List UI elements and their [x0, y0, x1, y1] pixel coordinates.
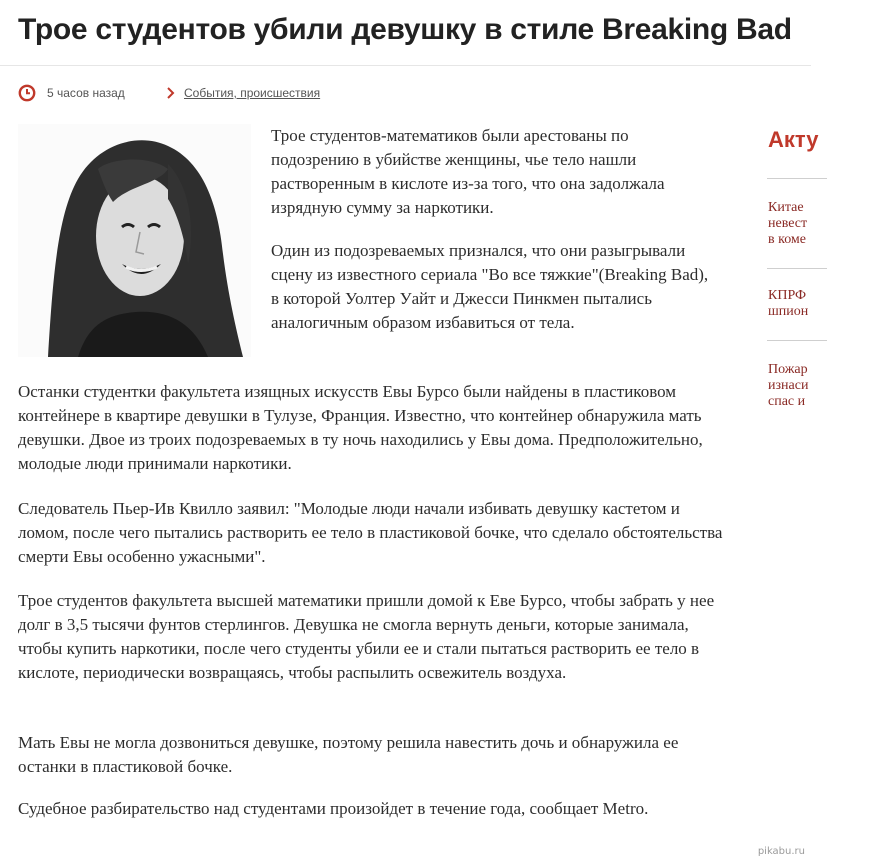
news-sidebar [767, 0, 819, 863]
sidebar-title: Акту [768, 127, 819, 152]
header-divider [0, 65, 811, 66]
article-photo [18, 124, 251, 357]
article-paragraph: Один из подозреваемых признался, что они разыгрывали сцену из известного сериала "Во все тяжкие"(Breaking Bad), в которой Уолтер Уайт и Джесси Пинкмен пытались аналогичным образом избавиться от тела. [271, 241, 709, 332]
sidebar-news-item[interactable]: Китае невест в коме [768, 200, 808, 247]
article-paragraph: Останки студентки факультета изящных искусств Евы Бурсо были найдены в пластиковом контейнере в квартире девушки в Тулузе, Франция. Известно, что контейнер обнаружила мать девушки. Двое из троих подозреваемых в ту ночь находились у Евы дома. Предположительно, молодые люди принимали наркотики. [18, 382, 703, 473]
article-paragraph: Трое студентов-математиков были арестованы по подозрению в убийстве женщины, чье тело нашли растворенным в кислоте из-за того, что она задолжала изрядную сумму за наркотики. [271, 126, 665, 217]
category-link[interactable]: События, происшествия [184, 86, 321, 100]
sidebar-news-item[interactable]: КПРФ шпион [768, 288, 809, 319]
article-paragraph: Трое студентов факультета высшей математики пришли домой к Еве Бурсо, чтобы забрать у нее долг в 3,5 тысячи фунтов стерлингов. Девушка не смогла вернуть деньги, которые занимала, чтобы купить наркотики, после чего студенты убили ее и стали пытаться растворить ее тело в кислоте, периодически возвращаясь, чтобы распылить освежитель воздуха. [18, 591, 715, 682]
publish-time: 5 часов назад [47, 86, 125, 100]
sidebar-divider [767, 178, 827, 179]
chevron-right-icon [166, 86, 176, 100]
article-paragraph: Судебное разбирательство над студентами произойдет в течение года, сообщает Metro. [18, 799, 649, 818]
sidebar-divider [767, 340, 827, 341]
sidebar-news-item[interactable]: Пожар изнаси спас и [768, 362, 809, 409]
article-title: Трое студентов убили девушку в стиле Breaking Bad [18, 13, 792, 46]
clock-icon [18, 84, 36, 102]
article-paragraph: Мать Евы не могла дозвониться девушке, поэтому решила навестить дочь и обнаружила ее останки в пластиковой бочке. [18, 733, 679, 776]
watermark: pikabu.ru [757, 846, 805, 857]
article-paragraph: Следователь Пьер-Ив Квилло заявил: "Молодые люди начали избивать девушку кастетом и ломом, после чего пытались растворить ее тело в пластиковой бочке, что сделало обстоятельства смерти Евы особенно ужасными". [18, 499, 723, 566]
sidebar-divider [767, 268, 827, 269]
